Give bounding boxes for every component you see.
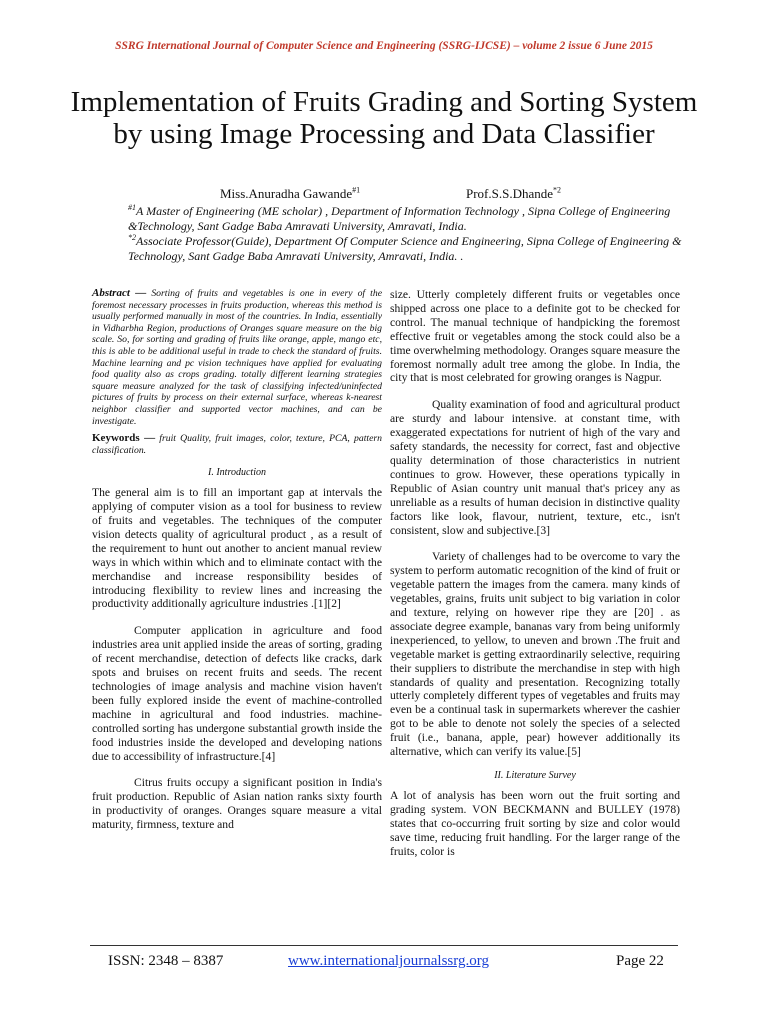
author-1-name: Miss.Anuradha Gawande bbox=[220, 186, 353, 201]
intro-paragraph-3: Citrus fruits occupy a significant position in India's fruit production. Republic of Asian nation ranks sixty fourth in productivity of oranges. Oranges square measure a vital maturity, firmness, texture and bbox=[92, 776, 382, 832]
abstract bbox=[92, 288, 382, 427]
keywords-text: fruit Quality, fruit images, color, texture, PCA, pattern classification. bbox=[92, 433, 382, 456]
affiliation-2-text: Associate Professor(Guide), Department Of Computer Science and Engineering, Sipna College of Engineering & Technology, Sant Gadge Baba Amravati University, Amravati, India. . bbox=[128, 234, 682, 263]
footer-page-number: Page 22 bbox=[616, 953, 664, 969]
affiliation-1 bbox=[128, 204, 688, 234]
right-column bbox=[390, 288, 680, 858]
section-heading-literature-survey: II. Literature Survey bbox=[494, 770, 576, 781]
keywords bbox=[92, 433, 382, 456]
left-column bbox=[92, 288, 382, 832]
footer-issn: ISSN: 2348 – 8387 bbox=[108, 953, 224, 969]
affiliation-2 bbox=[128, 234, 688, 264]
journal-header: SSRG International Journal of Computer Science and Engineering (SSRG-IJCSE) – volume 2 issue 6 June 2015 bbox=[115, 40, 653, 52]
intro-paragraph-1: The general aim is to fill an important gap at intervals the applying of computer vision as a tool for business to review of fruits and vegetables. The techniques of the computer vision detects quality of agricultural product , as a result of the requirement to hunt out another to ancient manual review ways in which within which and to eliminate contact with the merchandise and increase responsibility besides of introducing flexibility to review lines and increasing the productivity additionally agriculture industries .[1][2] bbox=[92, 486, 382, 611]
footer-website-link[interactable]: www.internationaljournalssrg.org bbox=[288, 953, 489, 969]
author-2 bbox=[466, 186, 561, 202]
literature-paragraph-1: A lot of analysis has been worn out the fruit sorting and grading system. VON BECKMANN and BULLEY (1978) states that co-occurring fruit sorting by size and color would save time, reducing fruit handling. For the larger range of the fruits, color is bbox=[390, 788, 680, 858]
paper-title: Implementation of Fruits Grading and Sorting System by using Image Processing and Data Classifier bbox=[70, 86, 698, 150]
right-paragraph-3: Variety of challenges had to be overcome to vary the system to perform automatic recognition of the kind of fruit or vegetable pattern the images from the camera. many kinds of vegetables, grains, fruits unit subject to big variation in color and texture, relying on however ripe they are [20] . as associate degree example, bananas vary from being uniformly inexperienced, to yellow, to uneven and brown .The fruit and vegetable market is getting extraordinarily selective, requiring their suppliers to distribute the merchandise in step with high standards of quality and presentation. Recognizing totally utterly completely different types of vegetables and fruits may even be a continual task in supermarkets wherever the cashier got to be able to denote not solely the species of a selected fruit (i.e., banana, apple, pear) however additionally its alternative, which can verify its value.[5] bbox=[390, 550, 680, 759]
intro-paragraph-2: Computer application in agriculture and food industries area unit applied inside the areas of sorting, grading of recent merchandise, detection of defects like cracks, dark spots and bruises on recent fruits and seeds. The recent technologies of image analysis and machine vision haven't been fully explored inside the event of machine-controlled machine in agricultural and food industries. machine-controlled sorting has undergone substantial growth inside the food industries inside the developed and developing nations due to accessibility of infrastructure.[4] bbox=[92, 624, 382, 763]
right-paragraph-1: size. Utterly completely different fruits or vegetables once shipped across one place to a definite got to be checked for control. The manual technique of handpicking the foremost effective fruit or vegetables among the stock could also be a time overwhelming methodology. Oranges square measure the foremost normally adult tree among the globe. In India, the city that is most celebrated for growing oranges is Nagpur. bbox=[390, 288, 680, 385]
affiliation-1-mark: #1 bbox=[128, 203, 136, 212]
footer-divider bbox=[90, 945, 678, 946]
affiliation-2-mark: *2 bbox=[128, 233, 136, 242]
author-2-mark: *2 bbox=[553, 185, 562, 195]
affiliation-1-text: A Master of Engineering (ME scholar) , Department of Information Technology , Sipna College of Engineering &Technology, Sant Gadge Baba Amravati University, Amravati, India. bbox=[128, 204, 671, 233]
author-2-name: Prof.S.S.Dhande bbox=[466, 186, 554, 201]
right-paragraph-2: Quality examination of food and agricultural product are sturdy and labour intensive. at constant time, with exaggerated expectations for nutrient of high of the vary and safety standards, the necessity for correct, fast and objective quality determination of those characteristics in nutrient continues to grow. However, these operations typically in Republic of Asian country unit manual that's pricey any as unreliable as a results of human decision in distinctive quality factors like look, flavour, nutrient, texture, etc., isn't consistent, slow and subjective.[3] bbox=[390, 398, 680, 537]
author-1-mark: #1 bbox=[352, 185, 361, 195]
abstract-label: Abstract — bbox=[92, 287, 147, 299]
section-heading-introduction: I. Introduction bbox=[208, 467, 266, 479]
abstract-text: Sorting of fruits and vegetables is one in every of the foremost necessary processes in fruits production, whereas this method is usually performed manually in most of the countries. In India, essentially in Vidharbha Region, productions of Oranges square measure on the big scale. So, for sorting and grading of fruits like orange, apple, mango etc, this is able to be additional useful in trade to check the standard of fruits. Machine learning and pc vision techniques have applied for evaluating food quality also as crops grading. totally different learning strategies square measure analyzed for the task of classifying infected/uninfected pictures of fruits by process on their external surface, whereas k-nearest neighbor classifier and supported vector machines, and can be investigate. bbox=[92, 288, 382, 427]
keywords-label: Keywords — bbox=[92, 432, 156, 445]
author-1 bbox=[220, 186, 360, 202]
